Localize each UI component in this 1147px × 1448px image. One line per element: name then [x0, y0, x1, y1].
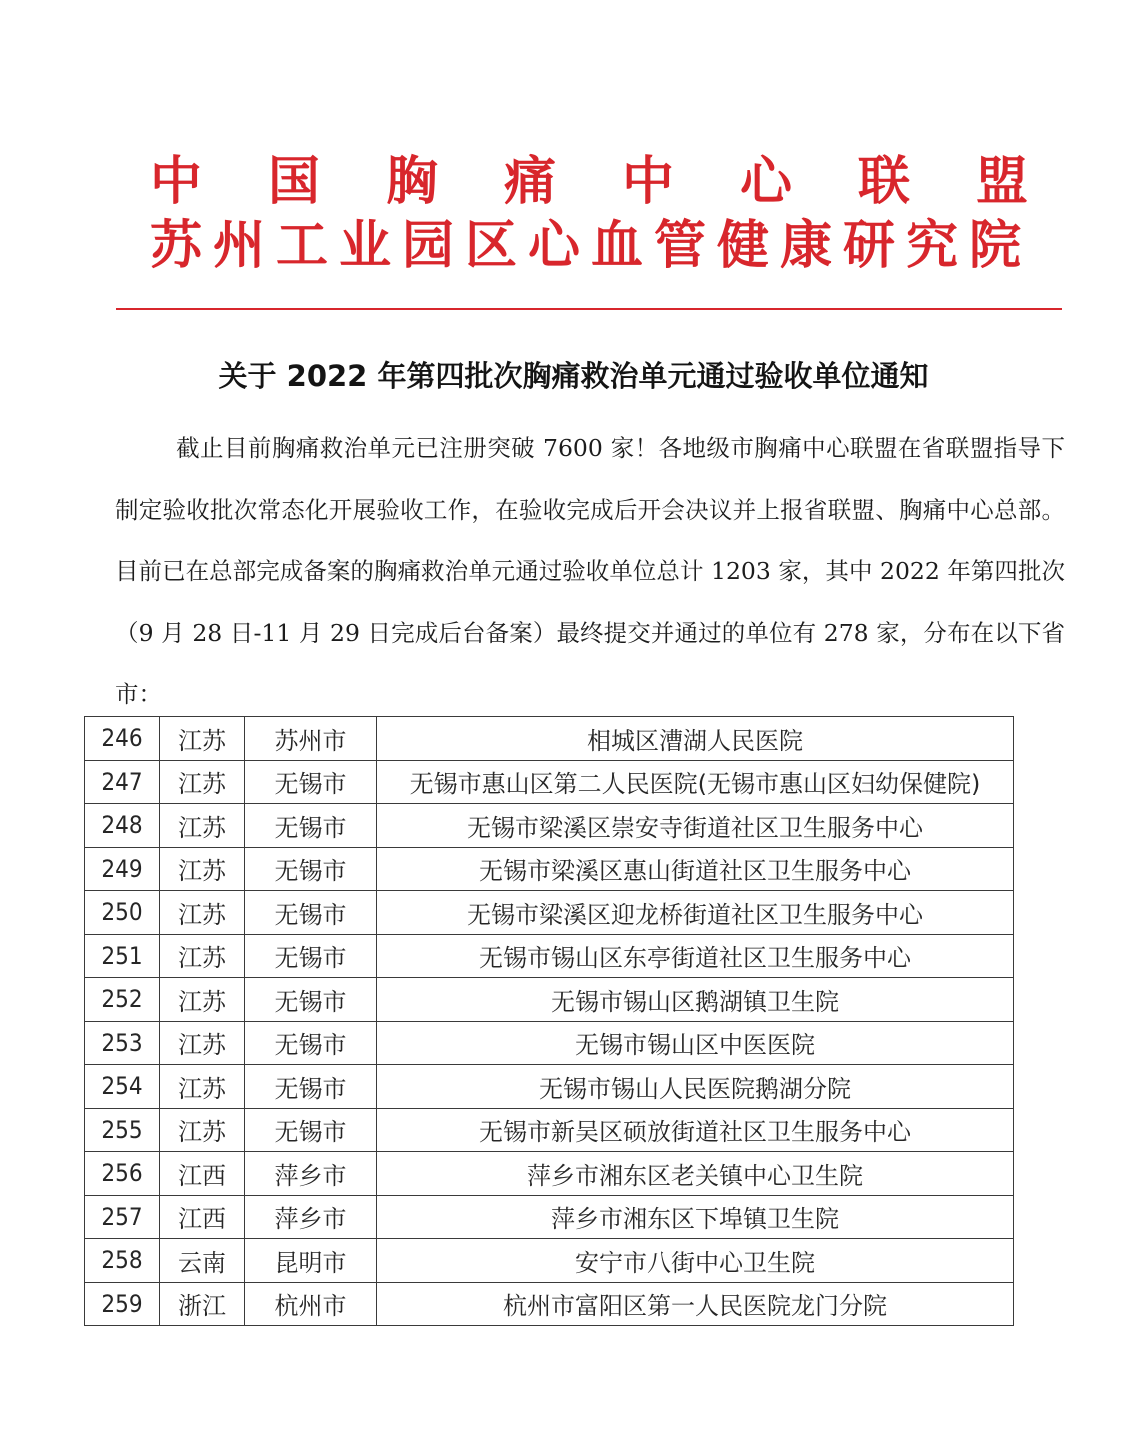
accepted-units-table — [84, 716, 1014, 1326]
row-unit-name: 无锡市锡山人民医院鹅湖分院 — [377, 1065, 1014, 1109]
row-city: 杭州市 — [245, 1282, 377, 1326]
row-province: 云南 — [160, 1239, 245, 1283]
row-city: 无锡市 — [245, 847, 377, 891]
table-row — [85, 1195, 1014, 1239]
row-number: 248 — [85, 804, 160, 848]
row-province: 江苏 — [160, 847, 245, 891]
table-row — [85, 891, 1014, 935]
table-row — [85, 717, 1014, 761]
row-unit-name: 安宁市八街中心卫生院 — [377, 1239, 1014, 1283]
row-unit-name: 无锡市梁溪区惠山街道社区卫生服务中心 — [377, 847, 1014, 891]
row-city: 无锡市 — [245, 760, 377, 804]
row-province: 江西 — [160, 1152, 245, 1196]
row-number: 249 — [85, 847, 160, 891]
row-unit-name: 萍乡市湘东区下埠镇卫生院 — [377, 1195, 1014, 1239]
table-row — [85, 804, 1014, 848]
row-province: 江苏 — [160, 978, 245, 1022]
row-number: 252 — [85, 978, 160, 1022]
row-unit-name: 相城区漕湖人民医院 — [377, 717, 1014, 761]
row-city: 无锡市 — [245, 1108, 377, 1152]
row-unit-name: 杭州市富阳区第一人民医院龙门分院 — [377, 1282, 1014, 1326]
row-number: 257 — [85, 1195, 160, 1239]
table-row — [85, 1282, 1014, 1326]
table-row — [85, 1021, 1014, 1065]
letterhead-line-2: 苏州工业园区心血管健康研究院 — [150, 216, 1033, 276]
row-number: 250 — [85, 891, 160, 935]
table-row — [85, 978, 1014, 1022]
row-unit-name: 无锡市新吴区硕放街道社区卫生服务中心 — [377, 1108, 1014, 1152]
document-title: 关于 2022 年第四批次胸痛救治单元通过验收单位通知 — [218, 359, 929, 393]
row-city: 无锡市 — [245, 934, 377, 978]
row-city: 无锡市 — [245, 1021, 377, 1065]
row-city: 无锡市 — [245, 804, 377, 848]
row-unit-name: 萍乡市湘东区老关镇中心卫生院 — [377, 1152, 1014, 1196]
row-city: 无锡市 — [245, 1065, 377, 1109]
row-city: 昆明市 — [245, 1239, 377, 1283]
row-number: 246 — [85, 717, 160, 761]
row-province: 江苏 — [160, 1021, 245, 1065]
row-number: 254 — [85, 1065, 160, 1109]
table-row — [85, 934, 1014, 978]
row-province: 浙江 — [160, 1282, 245, 1326]
row-province: 江苏 — [160, 717, 245, 761]
row-province: 江苏 — [160, 760, 245, 804]
row-number: 253 — [85, 1021, 160, 1065]
row-province: 江苏 — [160, 1108, 245, 1152]
table-row — [85, 847, 1014, 891]
row-unit-name: 无锡市锡山区中医医院 — [377, 1021, 1014, 1065]
document-body: 截止目前胸痛救治单元已注册突破 7600 家！各地级市胸痛中心联盟在省联盟指导下制定验收批次常态化开展验收工作，在验收完成后开会决议并上报省联盟、胸痛中心总部。目前已在总部完成备案的胸痛救治单元通过验收单位总计 1203 家，其中 2022 年第四批次（9 月 28 日-11 月 29 日完成后台备案）最终提交并通过的单位有 278 家，分布在以下省市： — [115, 434, 1065, 708]
table-row — [85, 1108, 1014, 1152]
row-unit-name: 无锡市惠山区第二人民医院(无锡市惠山区妇幼保健院) — [377, 760, 1014, 804]
row-number: 251 — [85, 934, 160, 978]
row-city: 无锡市 — [245, 891, 377, 935]
letterhead-line-1: 中国胸痛中心联盟 — [150, 152, 1095, 212]
row-province: 江苏 — [160, 934, 245, 978]
row-number: 259 — [85, 1282, 160, 1326]
row-number: 247 — [85, 760, 160, 804]
row-city: 苏州市 — [245, 717, 377, 761]
row-province: 江苏 — [160, 804, 245, 848]
row-province: 江西 — [160, 1195, 245, 1239]
table-row — [85, 760, 1014, 804]
table-row — [85, 1152, 1014, 1196]
row-unit-name: 无锡市锡山区鹅湖镇卫生院 — [377, 978, 1014, 1022]
table-row — [85, 1065, 1014, 1109]
row-province: 江苏 — [160, 1065, 245, 1109]
row-province: 江苏 — [160, 891, 245, 935]
letterhead-divider — [116, 308, 1062, 310]
row-city: 萍乡市 — [245, 1195, 377, 1239]
table-row — [85, 1239, 1014, 1283]
row-unit-name: 无锡市梁溪区迎龙桥街道社区卫生服务中心 — [377, 891, 1014, 935]
row-city: 无锡市 — [245, 978, 377, 1022]
row-number: 258 — [85, 1239, 160, 1283]
row-unit-name: 无锡市锡山区东亭街道社区卫生服务中心 — [377, 934, 1014, 978]
row-city: 萍乡市 — [245, 1152, 377, 1196]
row-number: 255 — [85, 1108, 160, 1152]
row-unit-name: 无锡市梁溪区崇安寺街道社区卫生服务中心 — [377, 804, 1014, 848]
row-number: 256 — [85, 1152, 160, 1196]
